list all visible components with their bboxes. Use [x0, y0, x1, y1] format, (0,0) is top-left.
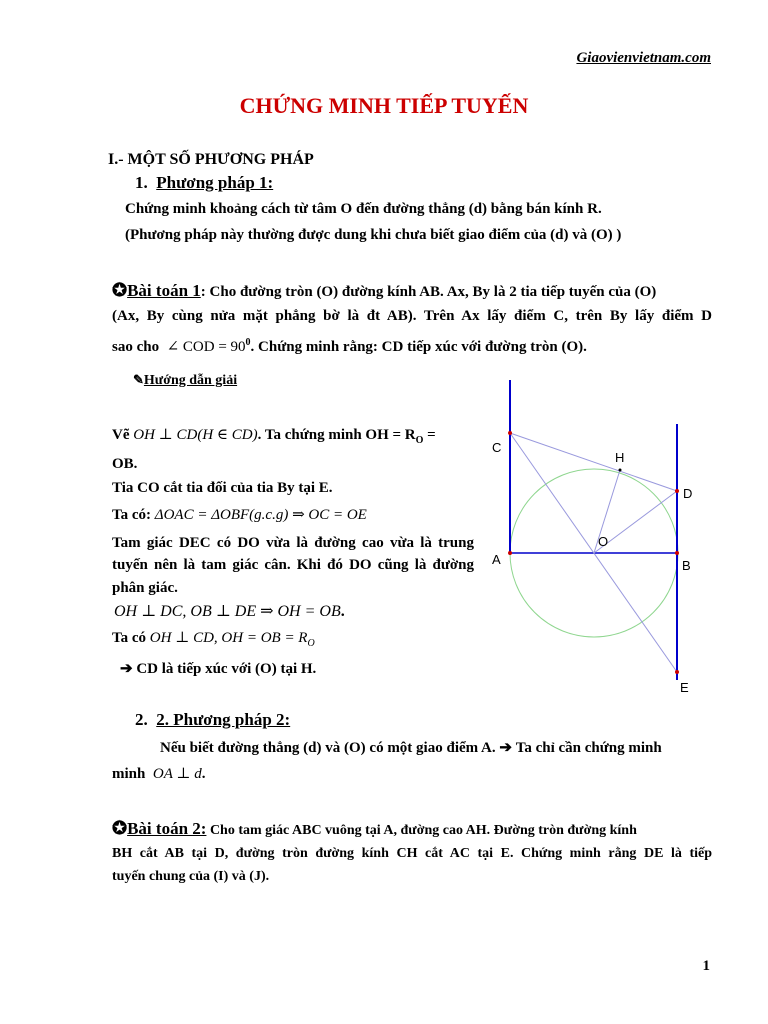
solution1-line3: Tia CO cắt tia đối của tia By tại E.	[112, 480, 333, 496]
degree-sup: 0	[245, 337, 251, 348]
label-h: H	[615, 450, 625, 465]
problem2-label: Bài toán 2:	[127, 819, 207, 838]
solution1-heading-row	[133, 372, 237, 389]
math-perp2: OH ⊥ DC, OB ⊥ DE ⇒ OH = OB	[114, 603, 341, 620]
problem2-line2: BH cắt AB tại D, đường tròn đường kính CH cắt AC tại E. Chứng minh rằng DE là tiếp	[112, 846, 712, 861]
math-end: .	[340, 603, 345, 620]
solution1-line9	[112, 628, 315, 649]
math-radius-sub: O	[307, 638, 315, 649]
star-icon: ✪	[112, 818, 128, 838]
method2-title: 2. Phương pháp 2:	[156, 710, 291, 729]
method2-heading	[135, 710, 290, 730]
label-d: D	[683, 486, 693, 501]
point-e	[675, 670, 679, 674]
method2-text1: Nếu biết đường thẳng (d) và (O) có một giao điểm A.	[160, 740, 496, 756]
problem1-line1	[112, 280, 712, 301]
method2-text2a: minh	[112, 766, 146, 782]
point-d	[675, 489, 679, 493]
solution1-line6: tuyến nên là tam giác cân. Khi đó DO cũng là đường	[112, 557, 474, 573]
method2-line1	[160, 738, 662, 757]
page-number: 1	[702, 958, 710, 974]
segment-cd	[510, 433, 677, 491]
arrow-right-icon: ➔	[120, 661, 133, 677]
solution1-line2: OB.	[112, 456, 138, 472]
math-radius: OH ⊥ CD, OH = OB = R	[149, 630, 308, 646]
problem1-line2: (Ax, By cùng nửa mặt phẳng bờ là đt AB). Trên Ax lấy điểm C, trên By lấy điểm D	[112, 308, 712, 324]
point-a	[508, 551, 512, 555]
solution1-heading: Hướng dẫn giải	[143, 373, 238, 388]
star-icon: ✪	[112, 280, 128, 300]
sub-o: O	[415, 435, 424, 446]
method2-number: 2.	[135, 710, 148, 729]
arrow-right-icon: ➔	[499, 740, 512, 756]
solution1-line1	[112, 425, 474, 446]
label-o: O	[598, 534, 609, 549]
point-b	[675, 551, 679, 555]
label-e: E	[680, 680, 689, 695]
taco2-label: Ta có	[112, 630, 147, 646]
angle-expression: ∠ COD = 90	[166, 339, 246, 355]
point-h	[619, 469, 622, 472]
solution1-text1b: =	[423, 427, 436, 443]
method1-line1: Chứng minh khoảng cách từ tâm O đến đường thẳng (d) bằng bán kính R.	[125, 201, 602, 217]
label-a: A	[492, 552, 501, 567]
method2-line2	[112, 764, 205, 783]
conclusion-text: CD là tiếp xúc với (O) tại H.	[136, 661, 317, 677]
problem2-line3: tuyến chung của (I) và (J).	[112, 869, 270, 884]
problem1-text3b: . Chứng minh rằng: CD tiếp xúc với đường tròn (O).	[250, 339, 587, 355]
geometry-diagram	[480, 380, 710, 700]
method1-title: Phương pháp 1:	[156, 173, 274, 192]
problem1-line3	[112, 337, 712, 356]
label-b: B	[682, 558, 691, 573]
solution1-line4	[112, 505, 474, 524]
pencil-icon: ✎	[133, 372, 144, 387]
problem2-line1	[112, 818, 712, 839]
method1-line2: (Phương pháp này thường được dung khi chưa biết giao điểm của (d) và (O) )	[125, 227, 622, 243]
math-perp1: OH ⊥ CD(H ∈ CD)	[133, 427, 258, 443]
method2-text2b: .	[201, 766, 206, 782]
page-title: CHỨNG MINH TIẾP TUYẾN	[239, 93, 529, 118]
ve-label: Vẽ	[112, 427, 130, 443]
solution1-conclusion	[120, 659, 316, 678]
point-c	[508, 431, 512, 435]
solution1-line5: Tam giác DEC có DO vừa là đường cao vừa là trung	[112, 535, 474, 551]
label-c: C	[492, 440, 502, 455]
math-oa-perp: OA ⊥ d	[152, 766, 202, 782]
solution1-line7: phân giác.	[112, 580, 178, 596]
math-congruent: ΔOAC = ΔOBF(g.c.g) ⇒ OC = OE	[154, 507, 367, 523]
problem2-text1: Cho tam giác ABC vuông tại A, đường cao AH. Đường tròn đường kính	[206, 823, 637, 838]
section-heading: I.- MỘT SỐ PHƯƠNG PHÁP	[108, 151, 314, 168]
method1-number: 1.	[135, 173, 148, 192]
solution1-text1: . Ta chứng minh OH = R	[257, 427, 416, 443]
method2-text1b: Ta chỉ cần chứng minh	[515, 740, 662, 756]
taco-label: Ta có:	[112, 507, 152, 523]
site-name: Giaovienvietnam.com	[576, 50, 711, 66]
problem1-label: Bài toán 1	[127, 281, 201, 300]
method1-heading	[135, 173, 273, 193]
solution1-line8	[114, 601, 345, 621]
problem1-text1: : Cho đường tròn (O) đường kính AB. Ax, By là 2 tia tiếp tuyến của (O)	[200, 284, 657, 300]
problem1-text3a: sao cho	[112, 339, 160, 355]
